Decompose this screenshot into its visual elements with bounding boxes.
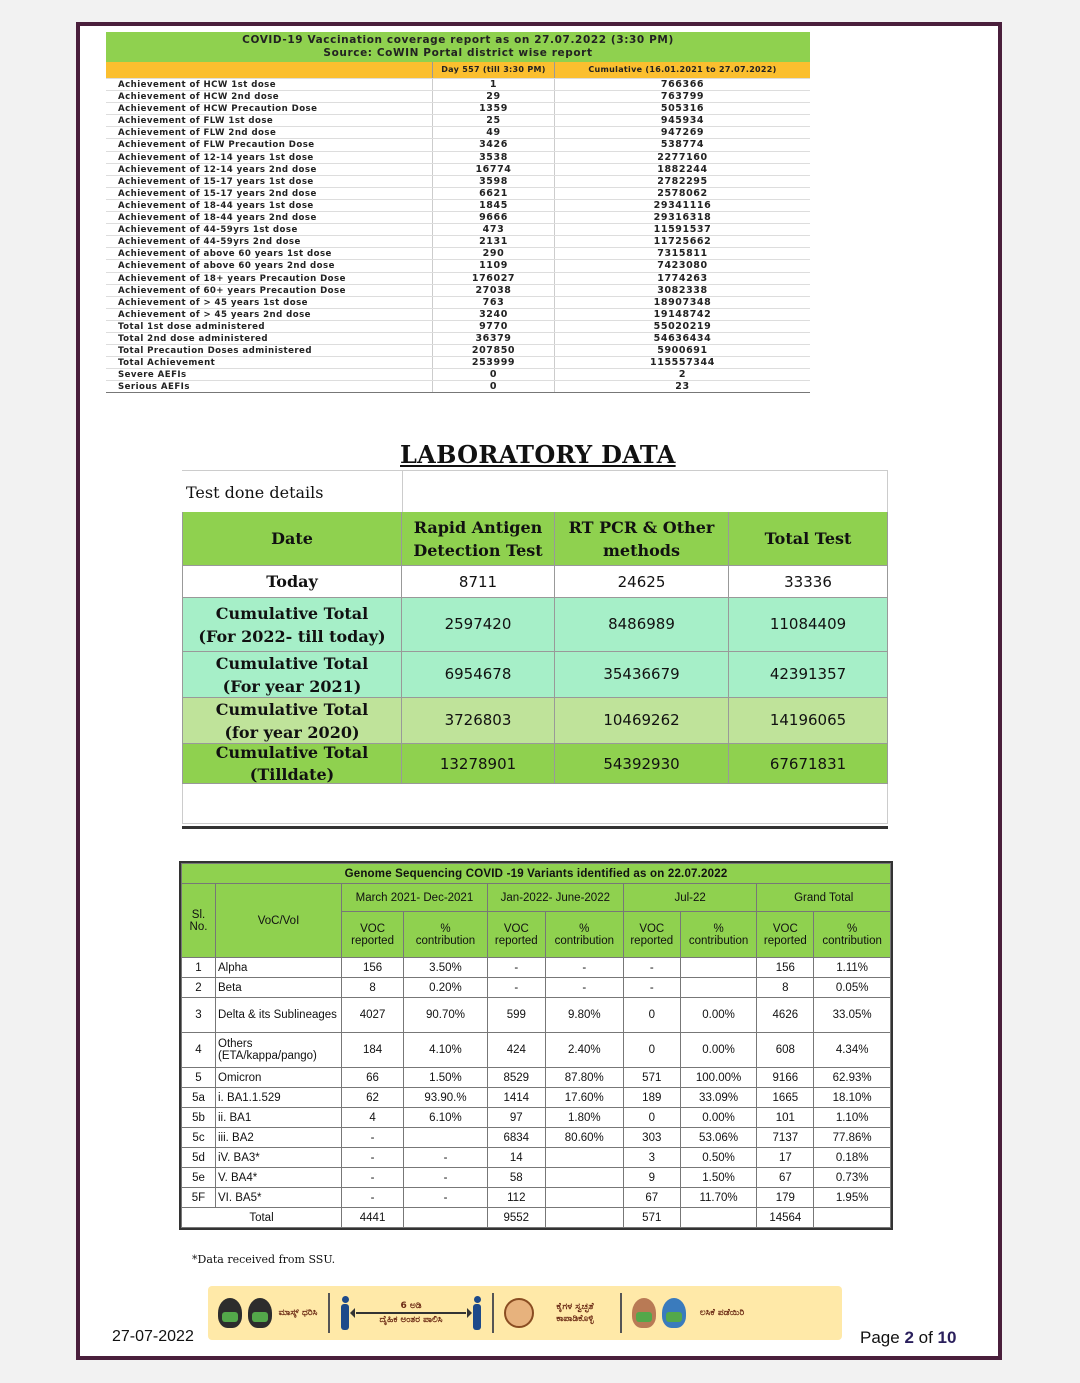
lab-table (182, 470, 888, 829)
genome-row: 5b ii. BA1 4 6.10% 97 1.80% 0 0.00% 101 1.10% (182, 1108, 891, 1128)
col-day: Day 557 (till 3:30 PM) (432, 62, 554, 78)
vaccination-row: Total Achievement 253999 115557344 (106, 356, 810, 368)
vaccination-row: Total Precaution Doses administered 207850 5900691 (106, 344, 810, 356)
vaccination-icon (632, 1298, 656, 1328)
lab-row-tilldate: Cumulative Total (Tilldate) 13278901 54392930 67671831 (182, 744, 888, 784)
genome-row: 5c iii. BA2 - 6834 80.60% 303 53.06% 7137 77.86% (182, 1128, 891, 1148)
genome-table: Genome Sequencing COVID -19 Variants identified as on 22.07.2022 Sl. No. VoC/VoI March 2021- Dec-2021 Jan-2022- June-2022 Jul-22 Grand Total VOC reported % contribution VOC reported % contribution VOC reported % contribution VOC reported % contribution 1 Alpha 156 3.50% - - - 156 1.11% 2 Beta 8 0.20% - - - 8 0.05% 3 Delta & its Sublineages 4027 90.70% 599 9.80% 0 0.00% 4626 33.05% 4 Others (ETA/kappa/pango) 184 4.10% 424 2.40% 0 0.00% 608 4.34% 5 Omicron 66 1.50% 8529 87.80% 571 100.00% 9166 62.93% 5a i. BA1.1.529 62 93.90.% 1414 17.60% 189 33.09% 1665 18.10% 5b ii. BA1 4 6.10% 97 1.80% 0 0.00% 101 1.10% 5c iii. BA2 - 6834 80.60% 303 53.06% 7137 77.86% 5d iV. BA3* - - 14 3 0.50% 17 0.18% 5e V. BA4* - - 58 9 1.50% 67 0.73% 5F VI. BA5* - - 112 67 11.70% 179 1.95% Total 4441 9552 571 14564 (179, 861, 893, 1230)
vaccination-row: Achievement of > 45 years 1st dose 763 18907348 (106, 296, 810, 308)
vaccination-row: Achievement of FLW 1st dose 25 945934 (106, 114, 810, 126)
genome-row: 5d iV. BA3* - - 14 3 0.50% 17 0.18% (182, 1148, 891, 1168)
divider (182, 826, 888, 829)
vaccination-row: Achievement of HCW 1st dose 1 766366 (106, 78, 810, 90)
genome-row: 1 Alpha 156 3.50% - - - 156 1.11% (182, 958, 891, 978)
vaccination-row: Total 1st dose administered 9770 55020219 (106, 320, 810, 332)
vaccination-subheader (106, 62, 810, 78)
vaccination-table (106, 32, 810, 393)
vaccination-rows (106, 78, 810, 393)
genome-row: 3 Delta & its Sublineages 4027 90.70% 599 9.80% 0 0.00% 4626 33.05% (182, 998, 891, 1033)
awareness-banner: ಮಾಸ್ಕ್ ಧರಿಸಿ 6 ಅಡಿ ದೈಹಿಕ ಅಂತರ ಪಾಲಿಸಿ ಕೈಗಳ ಸ್ವಚ್ಛತೆ ಕಾಪಾಡಿಕೊಳ್ಳಿ ಲಸಿಕೆ ಪಡೆಯಿರಿ (208, 1286, 842, 1340)
lab-header-row (182, 512, 888, 566)
lab-header-total: Total Test (729, 512, 888, 565)
vaccination-row: Achievement of 15-17 years 2nd dose 6621 2578062 (106, 187, 810, 199)
mask-person-icon (218, 1298, 242, 1328)
vaccination-row: Achievement of > 45 years 2nd dose 3240 19148742 (106, 308, 810, 320)
doctor-icon (662, 1298, 686, 1328)
genome-row: 2 Beta 8 0.20% - - - 8 0.05% (182, 978, 891, 998)
vaccination-row: Serious AEFIs 0 23 (106, 380, 810, 392)
page-number: Page 2 of 10 (860, 1328, 957, 1347)
vaccination-row: Achievement of HCW Precaution Dose 1359 505316 (106, 102, 810, 114)
vaccination-title: COVID-19 Vaccination coverage report as on 27.07.2022 (3:30 PM) (242, 34, 674, 46)
genome-row: 5F VI. BA5* - - 112 67 11.70% 179 1.95% (182, 1188, 891, 1208)
mask-person-icon (248, 1298, 272, 1328)
genome-total-row: Total 4441 9552 571 14564 (182, 1208, 891, 1228)
vaccination-row: Achievement of 15-17 years 1st dose 3598 2782295 (106, 175, 810, 187)
lab-header-rapid: Rapid Antigen Detection Test (402, 512, 555, 565)
vaccination-header (106, 32, 810, 62)
lab-row-2020: Cumulative Total (for year 2020) 3726803 10469262 14196065 (182, 698, 888, 744)
distance-arrow-icon (356, 1312, 466, 1314)
lab-row-2021: Cumulative Total (For year 2021) 6954678 35436679 42391357 (182, 652, 888, 698)
lab-caption: Test done details (186, 483, 324, 502)
genome-title: Genome Sequencing COVID -19 Variants identified as on 22.07.2022 (182, 864, 891, 884)
genome-row: 5 Omicron 66 1.50% 8529 87.80% 571 100.00% 9166 62.93% (182, 1068, 891, 1088)
person-icon (472, 1296, 482, 1330)
vaccination-row: Achievement of 18+ years Precaution Dose 176027 1774263 (106, 272, 810, 284)
lab-header-date: Date (182, 512, 402, 565)
col-cumulative: Cumulative (16.01.2021 to 27.07.2022) (554, 62, 810, 78)
genome-row: 5e V. BA4* - - 58 9 1.50% 67 0.73% (182, 1168, 891, 1188)
lab-row-today: Today 8711 24625 33336 (182, 566, 888, 598)
lab-row-2022: Cumulative Total (For 2022- till today) 2597420 8486989 11084409 (182, 598, 888, 652)
vaccination-row: Severe AEFIs 0 2 (106, 368, 810, 380)
lab-title: LABORATORY DATA (400, 440, 676, 469)
vaccination-row: Achievement of 60+ years Precaution Dose 27038 3082338 (106, 284, 810, 296)
vaccination-row: Achievement of FLW Precaution Dose 3426 538774 (106, 138, 810, 150)
vaccination-row: Achievement of FLW 2nd dose 49 947269 (106, 126, 810, 138)
vaccination-row: Total 2nd dose administered 36379 54636434 (106, 332, 810, 344)
footnote: *Data received from SSU. (192, 1253, 336, 1266)
person-icon (340, 1296, 350, 1330)
lab-header-rtpcr: RT PCR & Other methods (555, 512, 729, 565)
report-date: 27-07-2022 (112, 1328, 194, 1345)
vaccination-row: Achievement of HCW 2nd dose 29 763799 (106, 90, 810, 102)
vaccination-source: Source: CoWIN Portal district wise report (323, 47, 593, 59)
genome-row: 5a i. BA1.1.529 62 93.90.% 1414 17.60% 189 33.09% 1665 18.10% (182, 1088, 891, 1108)
vaccination-row: Achievement of 18-44 years 1st dose 1845 29341116 (106, 199, 810, 211)
vaccination-row: Achievement of above 60 years 1st dose 290 7315811 (106, 247, 810, 259)
voc-col-header: VoC/VoI (216, 884, 342, 958)
vaccination-row: Achievement of 12-14 years 2nd dose 16774 1882244 (106, 163, 810, 175)
vaccination-row: Achievement of 18-44 years 2nd dose 9666 29316318 (106, 211, 810, 223)
genome-row: 4 Others (ETA/kappa/pango) 184 4.10% 424 2.40% 0 0.00% 608 4.34% (182, 1033, 891, 1068)
vaccination-row: Achievement of above 60 years 2nd dose 1109 7423080 (106, 259, 810, 271)
vaccination-row: Achievement of 12-14 years 1st dose 3538 2277160 (106, 151, 810, 163)
hand-wash-icon (504, 1298, 534, 1328)
vaccination-row: Achievement of 44-59yrs 1st dose 473 11591537 (106, 223, 810, 235)
vaccination-row: Achievement of 44-59yrs 2nd dose 2131 11725662 (106, 235, 810, 247)
